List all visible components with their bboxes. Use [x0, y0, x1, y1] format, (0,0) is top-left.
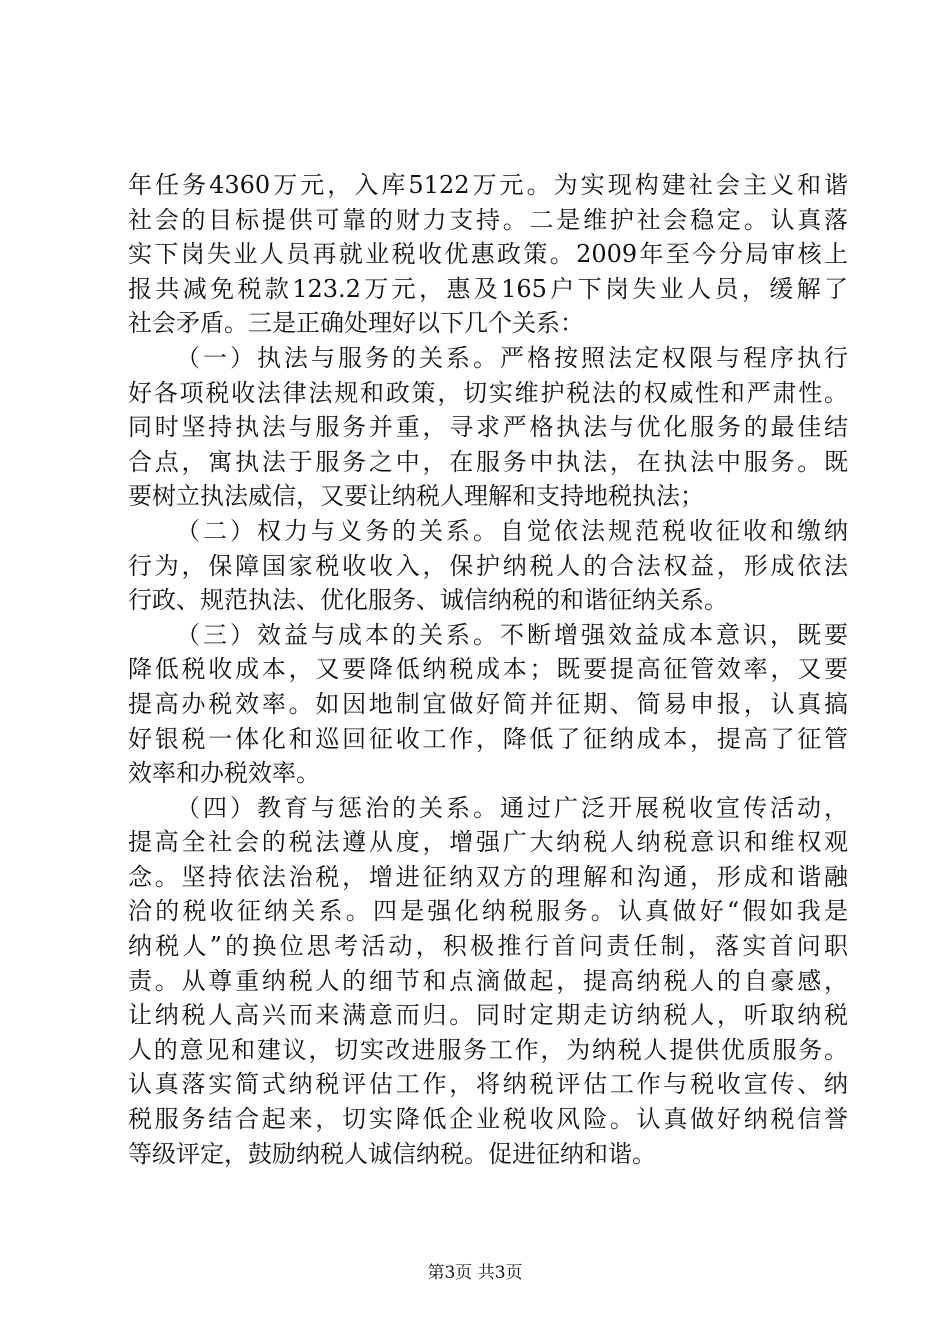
text-line: 纳税人”的换位思考活动，积极推行首问责任制，落实首问职: [128, 932, 848, 961]
text-line: 念。坚持依法治税，增进征纳双方的理解和沟通，形成和谐融: [128, 862, 848, 891]
text-line: 社会矛盾。三是正确处理好以下几个关系：: [128, 309, 584, 338]
text-line: 提高全社会的税法遵从度，增强广大纳税人纳税意识和维权观: [128, 828, 848, 857]
text-line: 合点，寓执法于服务之中，在服务中执法，在执法中服务。既: [128, 447, 848, 476]
text-line: 税服务结合起来，切实降低企业税收风险。认真做好纳税信誉: [128, 1105, 848, 1134]
text-line: 社会的目标提供可靠的财力支持。二是维护社会稳定。认真落: [128, 205, 848, 234]
page-number-footer: 第3页 共3页: [427, 1263, 523, 1283]
paragraph-first-line: （三）效益与成本的关系。不断增强效益成本意识，既要: [176, 620, 848, 649]
text-line: 行为，保障国家税收收入，保护纳税人的合法权益，形成依法: [128, 551, 848, 580]
text-line: 认真落实简式纳税评估工作，将纳税评估工作与税收宣传、纳: [128, 1070, 848, 1099]
text-line: 人的意见和建议，切实改进服务工作，为纳税人提供优质服务。: [128, 1035, 848, 1064]
text-line: 要树立执法威信，又要让纳税人理解和支持地税执法；: [128, 482, 704, 511]
text-line: 实下岗失业人员再就业税收优惠政策。2009年至今分局审核上: [128, 240, 848, 269]
document-body: [128, 168, 848, 1171]
text-line: 责。从尊重纳税人的细节和点滴做起，提高纳税人的自豪感，: [128, 966, 848, 995]
text-line: 降低税收成本，又要降低纳税成本；既要提高征管效率，又要: [128, 655, 848, 684]
text-line: 等级评定，鼓励纳税人诚信纳税。促进征纳和谐。: [128, 1139, 656, 1168]
text-line: 效率和办税效率。: [128, 759, 320, 788]
text-line: 行政、规范执法、优化服务、诚信纳税的和谐征纳关系。: [128, 586, 728, 615]
paragraph-first-line: （四）教育与惩治的关系。通过广泛开展税收宣传活动，: [176, 793, 848, 822]
text-line: 好银税一体化和巡回征收工作，降低了征纳成本，提高了征管: [128, 724, 848, 753]
paragraph-first-line: （二）权力与义务的关系。自觉依法规范税收征收和缴纳: [176, 516, 848, 545]
text-line: 让纳税人高兴而来满意而归。同时定期走访纳税人，听取纳税: [128, 1001, 848, 1030]
text-line: 提高办税效率。如因地制宜做好简并征期、简易申报，认真搞: [128, 689, 848, 718]
text-line: 年任务4360万元，入库5122万元。为实现构建社会主义和谐: [128, 171, 848, 199]
text-line: 报共减免税款123.2万元，惠及165户下岗失业人员，缓解了: [128, 274, 848, 303]
text-line: 好各项税收法律法规和政策，切实维护税法的权威性和严肃性。: [128, 378, 848, 407]
text-line: 同时坚持执法与服务并重，寻求严格执法与优化服务的最佳结: [128, 413, 848, 442]
text-line: 洽的税收征纳关系。四是强化纳税服务。认真做好“假如我是: [128, 897, 848, 926]
paragraph-first-line: （一）执法与服务的关系。严格按照法定权限与程序执行: [176, 343, 848, 372]
